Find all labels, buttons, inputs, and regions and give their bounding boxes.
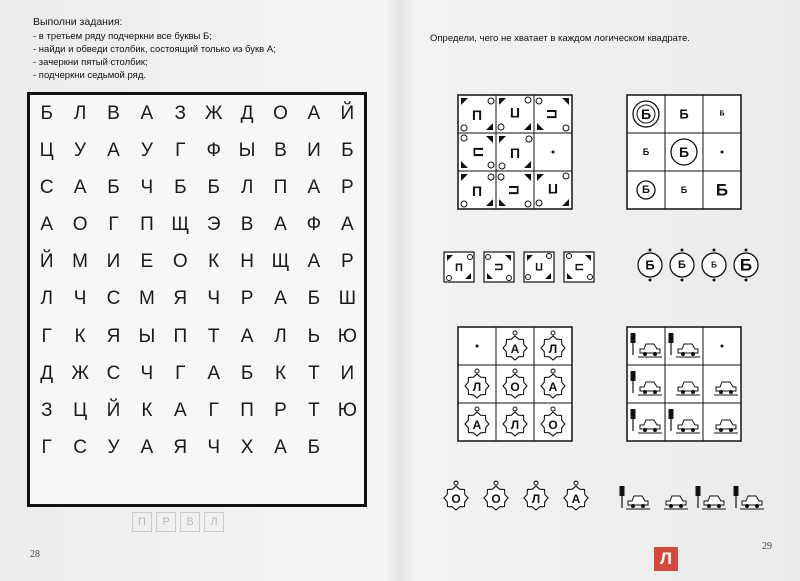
car-wheel: [707, 504, 711, 508]
grid-cell: Г: [41, 325, 52, 347]
light-box: [669, 409, 674, 419]
page-number-right: 29: [762, 541, 772, 552]
small-circle: [513, 407, 517, 411]
small-circle: [461, 135, 467, 141]
letter-glyph: П: [509, 105, 521, 121]
letter-glyph: О: [510, 380, 520, 394]
small-circle: [475, 369, 479, 373]
car-wheel: [681, 428, 685, 432]
grid-cell: Ю: [337, 325, 357, 347]
faint-glyph: В: [180, 512, 200, 532]
grid-cell: П: [173, 325, 188, 347]
car-wheel: [729, 428, 733, 432]
answer-option: [484, 252, 514, 282]
letter-glyph: Б: [678, 259, 686, 271]
grid-cell: Г: [175, 139, 186, 161]
letter-glyph: П: [470, 146, 486, 158]
grid-cell: Ы: [138, 325, 156, 347]
light-box: [631, 371, 636, 381]
grid-cell: В: [107, 102, 120, 124]
small-circle: [494, 481, 498, 485]
letter-glyph: Б: [642, 184, 650, 196]
grid-cell: Г: [41, 437, 52, 459]
instruction-item: - в третьем ряду подчеркни все буквы Б;: [33, 31, 212, 42]
letter-glyph: Б: [640, 106, 652, 122]
dot: [713, 249, 716, 252]
grid-cell: Б: [107, 176, 120, 198]
grid-cell: И: [307, 139, 321, 161]
car-wheel: [641, 504, 645, 508]
grid-cell: Н: [240, 251, 254, 273]
small-circle: [588, 275, 593, 280]
car-wheel: [719, 390, 723, 394]
grid-cell: Р: [340, 176, 354, 198]
car-wheel: [681, 352, 685, 356]
grid-cell: П: [273, 176, 288, 198]
logic-square-4: [627, 327, 741, 441]
grid-cell: Щ: [271, 251, 290, 273]
grid-cell: Ь: [307, 325, 321, 347]
grid-cell: В: [274, 139, 287, 161]
grid-cell: К: [74, 325, 86, 347]
grid-cell: Х: [240, 437, 254, 459]
grid-cell: Я: [106, 325, 121, 347]
small-circle: [525, 201, 531, 207]
car-wheel: [653, 352, 657, 356]
light-box: [631, 333, 636, 343]
grid-cell: Ч: [140, 176, 154, 198]
car-wheel: [755, 504, 759, 508]
dot: [721, 345, 724, 348]
instructions-block: [33, 16, 373, 82]
small-circle: [475, 407, 479, 411]
dot: [476, 345, 479, 348]
small-circle: [461, 201, 467, 207]
letter-glyph: П: [547, 181, 559, 197]
grid-cell: М: [72, 251, 88, 273]
letter-glyph: П: [544, 108, 560, 120]
grid-cell: В: [240, 214, 254, 236]
grid-cell: Б: [40, 102, 53, 124]
car-shape: [704, 496, 724, 505]
instruction-item: - зачеркни пятый столбик;: [33, 57, 148, 68]
answer-option: [444, 252, 474, 282]
letter-glyph: А: [571, 492, 581, 506]
small-circle: [563, 173, 569, 179]
letter-glyph: Б: [642, 147, 650, 157]
car-wheel: [729, 390, 733, 394]
grid-cell: Ф: [206, 139, 221, 161]
logic-squares-figure: [400, 0, 800, 581]
letter-glyph: Б: [679, 106, 689, 122]
grid-cell: Л: [274, 325, 287, 347]
car-wheel: [643, 390, 647, 394]
grid-cell: К: [208, 251, 220, 273]
car-wheel: [669, 504, 673, 508]
grid-cell: Ц: [39, 139, 54, 161]
letter-grid: [27, 92, 367, 507]
grid-cell: С: [39, 176, 54, 198]
grid-cell: С: [73, 437, 87, 459]
faint-glyph-row: [132, 512, 224, 532]
grid-cell: Ы: [238, 139, 256, 161]
car-wheel: [691, 352, 695, 356]
letter-glyph: Л: [531, 492, 541, 506]
dot: [681, 249, 684, 252]
light-box: [734, 486, 739, 496]
letter-glyph: О: [451, 492, 461, 506]
logic-square-1: [458, 95, 572, 209]
dot: [552, 151, 555, 154]
letter-glyph: П: [535, 260, 543, 272]
small-circle: [563, 125, 569, 131]
grid-cell: Б: [240, 362, 254, 384]
small-circle: [547, 254, 552, 259]
small-circle: [499, 163, 505, 169]
small-circle: [488, 174, 494, 180]
dot: [745, 249, 748, 252]
logic-square-3: [458, 327, 572, 441]
grid-cell: Я: [173, 288, 188, 310]
grid-cell: Д: [40, 362, 54, 384]
task-text: Определи, чего не хватает в каждом логическом квадрате.: [430, 33, 690, 44]
grid-cell: А: [274, 214, 287, 236]
grid-cell: Ю: [337, 400, 357, 422]
grid-cell: Ч: [73, 288, 87, 310]
car-wheel: [717, 504, 721, 508]
grid-cell: А: [173, 400, 187, 422]
grid-cell: Д: [240, 102, 254, 124]
light-box: [669, 333, 674, 343]
dot: [649, 279, 652, 282]
letter-glyph: Б: [715, 180, 729, 200]
grid-cell: Г: [108, 214, 119, 236]
car-wheel: [681, 390, 685, 394]
grid-cell: Л: [73, 102, 87, 124]
car-wheel: [643, 352, 647, 356]
grid-cell: К: [141, 400, 153, 422]
grid-cell: Г: [175, 362, 186, 384]
car-shape: [628, 496, 648, 505]
grid-cell: Т: [207, 325, 220, 347]
grid-cell: З: [40, 400, 53, 422]
grid-cell: Р: [274, 400, 287, 422]
small-circle: [551, 369, 555, 373]
grid-cell: Й: [340, 102, 355, 124]
dot: [745, 279, 748, 282]
grid-cell: Й: [106, 400, 121, 422]
small-circle: [534, 481, 538, 485]
grid-cell: Я: [173, 437, 188, 459]
grid-cell: Л: [40, 288, 53, 310]
grid-cell: Т: [308, 400, 320, 422]
grid-cell: П: [140, 214, 154, 236]
letter-glyph: П: [574, 263, 586, 271]
grid-cell: О: [273, 102, 288, 124]
grid-cell: Ч: [140, 362, 154, 384]
letter-glyph: Б: [645, 257, 655, 273]
small-circle: [574, 481, 578, 485]
small-circle: [513, 331, 517, 335]
grid-cell: А: [140, 437, 154, 459]
letter-glyph: Л: [548, 342, 558, 356]
grid-cell: Б: [341, 139, 354, 161]
letter-glyph: П: [506, 184, 522, 196]
small-circle: [526, 275, 531, 280]
car-wheel: [643, 428, 647, 432]
small-circle: [498, 124, 504, 130]
faint-glyph: Л: [204, 512, 224, 532]
grid-cell: А: [307, 176, 321, 198]
grid-cell: Ч: [207, 288, 221, 310]
letter-glyph: Б: [719, 110, 725, 118]
small-circle: [567, 254, 572, 259]
grid-cell: Б: [307, 437, 321, 459]
grid-cell: А: [307, 102, 321, 124]
letter-glyph: Б: [678, 144, 690, 160]
grid-cell: Ц: [73, 400, 88, 422]
letter-glyph: Б: [711, 260, 717, 270]
letter-glyph: Л: [510, 418, 520, 432]
page-number-left: 28: [30, 549, 40, 560]
grid-cell: У: [140, 139, 153, 161]
car-wheel: [631, 504, 635, 508]
grid-cell: А: [107, 139, 120, 161]
dot: [649, 249, 652, 252]
grid-cell: Б: [307, 288, 321, 310]
grid-cell: Л: [240, 176, 254, 198]
grid-cell: Ч: [207, 437, 221, 459]
logic-square-2: [627, 95, 741, 209]
grid-cell: Т: [308, 362, 320, 384]
grid-cell: А: [274, 288, 287, 310]
letter-glyph: А: [548, 380, 558, 394]
grid-cell: Ж: [71, 362, 89, 384]
grid-cell: А: [73, 176, 87, 198]
grid-cell: Г: [208, 400, 219, 422]
small-circle: [551, 407, 555, 411]
letter-glyph: Б: [739, 255, 753, 275]
grid-cell: А: [240, 325, 254, 347]
grid-cell: Й: [39, 251, 54, 273]
letter-glyph: П: [471, 183, 483, 199]
instruction-item: - подчеркни седьмой ряд.: [33, 70, 147, 81]
publisher-logo: Л: [654, 547, 678, 571]
grid-cell: Б: [207, 176, 220, 198]
small-circle: [486, 255, 491, 260]
light-box: [620, 486, 625, 496]
grid-cell: С: [106, 362, 121, 384]
letter-glyph: А: [510, 342, 520, 356]
small-circle: [536, 98, 542, 104]
dot: [713, 279, 716, 282]
grid-cell: И: [106, 251, 121, 273]
letter-glyph: О: [548, 418, 558, 432]
grid-cell: Р: [340, 251, 354, 273]
grid-cell: Ж: [204, 102, 223, 124]
grid-cell: А: [340, 214, 354, 236]
small-circle: [447, 276, 452, 281]
car-shape: [742, 496, 762, 505]
grid-cell: А: [274, 437, 287, 459]
small-circle: [454, 481, 458, 485]
grid-cell: Ш: [338, 288, 356, 310]
grid-cell: Ф: [306, 214, 322, 236]
dot: [681, 279, 684, 282]
car-wheel: [679, 504, 683, 508]
letter-glyph: П: [455, 262, 463, 274]
small-circle: [513, 369, 517, 373]
answer-option: [564, 252, 594, 282]
car-wheel: [653, 428, 657, 432]
small-circle: [551, 331, 555, 335]
car-shape: [666, 496, 686, 505]
grid-cell: К: [274, 362, 287, 384]
grid-cell: А: [207, 362, 221, 384]
grid-cell: П: [240, 400, 254, 422]
letter-glyph: Л: [472, 380, 482, 394]
grid-cell: З: [174, 102, 187, 124]
grid-cell: М: [138, 288, 155, 310]
right-page: [400, 0, 800, 581]
car-wheel: [745, 504, 749, 508]
grid-cell: Р: [240, 288, 254, 310]
grid-cell: О: [172, 251, 188, 273]
grid-cell: И: [340, 362, 355, 384]
grid-cell: А: [307, 251, 321, 273]
grid-cell: Э: [206, 214, 221, 236]
letter-glyph: А: [472, 418, 482, 432]
faint-glyph: Р: [156, 512, 176, 532]
grid-cell: А: [140, 102, 154, 124]
grid-cell: Щ: [171, 214, 190, 236]
instructions-list: [33, 30, 373, 82]
grid-cell: О: [72, 214, 88, 236]
answer-option: [524, 252, 554, 282]
small-circle: [461, 125, 467, 131]
small-circle: [488, 162, 494, 168]
light-box: [696, 486, 701, 496]
letter-glyph: П: [471, 107, 483, 123]
light-box: [631, 409, 636, 419]
letter-glyph: П: [509, 145, 521, 161]
small-circle: [536, 200, 542, 206]
dot: [721, 151, 724, 154]
small-circle: [488, 98, 494, 104]
small-circle: [507, 276, 512, 281]
car-wheel: [653, 390, 657, 394]
grid-cell: У: [74, 139, 87, 161]
small-circle: [498, 174, 504, 180]
letter-glyph: Б: [680, 185, 688, 195]
grid-cell: Е: [140, 251, 154, 273]
small-circle: [525, 97, 531, 103]
instruction-item: - найди и обведи столбик, состоящий только из букв А;: [33, 44, 276, 55]
car-wheel: [691, 390, 695, 394]
letter-glyph: О: [491, 492, 501, 506]
small-circle: [468, 255, 473, 260]
car-wheel: [719, 428, 723, 432]
grid-cell: С: [106, 288, 121, 310]
small-circle: [526, 136, 532, 142]
instructions-title: Выполни задания:: [33, 16, 123, 28]
car-wheel: [691, 428, 695, 432]
grid-cell: Б: [174, 176, 187, 198]
grid-cell: А: [40, 214, 54, 236]
faint-glyph: П: [132, 512, 152, 532]
grid-cell: У: [107, 437, 120, 459]
letter-glyph: П: [492, 263, 504, 271]
